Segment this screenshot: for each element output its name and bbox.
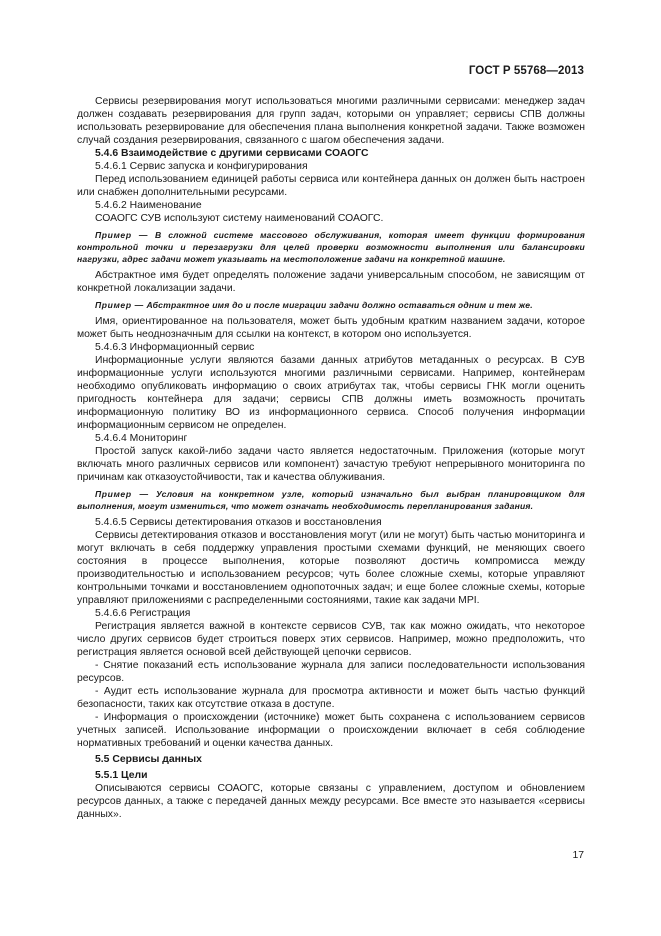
subsection-heading-5-4-6-6: 5.4.6.6 Регистрация — [95, 608, 191, 619]
subsection-heading-5-4-6-4: 5.4.6.4 Мониторинг — [95, 433, 188, 444]
paragraph: Регистрация является важной в контексте сервисов СУВ, так как можно ожидать, что некоторое число других сервисов будет строиться поверх этих сервисов. Например, можно предположить, что регистрация является основой всей действующей цепочки сервисов. — [77, 621, 585, 658]
paragraph: Имя, ориентированное на пользователя, может быть удобным кратким названием задачи, которое может быть неоднозначным для ссылки на контекст, в котором оно используется. — [77, 316, 585, 340]
example-label: Пример — — [95, 300, 144, 310]
subsection-heading-5-4-6-1: 5.4.6.1 Сервис запуска и конфигурирования — [95, 161, 308, 172]
list-item: - Снятие показаний есть использование журнала для записи последовательности использования ресурсов. — [77, 660, 585, 684]
example-text: Условия на конкретном узле, который изначально был выбран планировщиком для выполнения, могут измениться, что может означать необходимость перепланирования задания. — [77, 489, 585, 511]
section-heading-5-5: 5.5 Сервисы данных — [95, 754, 202, 765]
subsection-heading-5-4-6-5: 5.4.6.5 Сервисы детектирования отказов и восстановления — [95, 517, 382, 528]
paragraph: Абстрактное имя будет определять положение задачи универсальным способом, не зависящим от конкретной локализации задачи. — [77, 270, 585, 294]
paragraph: Сервисы резервирования могут использоваться многими различными сервисами: менеджер задач должен создавать резервирования для групп задач, которыми он управляет; сервисы СПВ должны использовать резервирование для обеспечения плана выполнения конкретной задачи. Также возможен случай создания резервирования, связанного с шагом обеспечения задачи. — [77, 96, 585, 146]
list-item: - Аудит есть использование журнала для просмотра активности и может быть частью функций безопасности, таких как отсутствие отказа в доступе. — [77, 686, 585, 710]
example-note — [77, 299, 585, 311]
page-body — [77, 95, 585, 821]
example-text: Абстрактное имя до и после миграции задачи должно оставаться одним и тем же. — [146, 300, 533, 310]
section-heading-5-4-6: 5.4.6 Взаимодействие с другими сервисами СОАОГС — [95, 148, 369, 159]
paragraph: Описываются сервисы СОАОГС, которые связаны с управлением, доступом и обновлением ресурсов данных, а также с передачей данных между ресурсами. Все вместе это называется «сервисы данных». — [77, 783, 585, 820]
example-note — [77, 229, 585, 265]
paragraph: Информационные услуги являются базами данных атрибутов метаданных о ресурсах. В СУВ информационные услуги используются многими различными сервисами. Например, контейнерам необходимо опубликовать информацию о своих атрибутах так, чтобы сервисы ГНК могли оценить пригодность контейнера для задачи; сервисы СПВ должны иметь возможность прочитать информационную политику ВО из информационного сервиса. Способ получения информации информационным сервисом не определен. — [77, 355, 585, 431]
subsection-heading-5-4-6-2: 5.4.6.2 Наименование — [95, 200, 202, 211]
example-label: Пример — — [95, 230, 149, 240]
subsection-heading-5-4-6-3: 5.4.6.3 Информационный сервис — [95, 342, 255, 353]
section-heading-5-5-1: 5.5.1 Цели — [95, 770, 148, 781]
example-note — [77, 488, 585, 512]
example-label: Пример — — [95, 489, 149, 499]
list-item: - Информация о происхождении (источнике) может быть сохранена с использованием сервисов учетных записей. Использование информации о происхождении включает в себя соблюдение нормативных требований и оценки качества данных. — [77, 712, 585, 749]
paragraph: Простой запуск какой-либо задачи часто является недостаточным. Приложения (которые могут включать много различных сервисов или компонент) зачастую требуют непрерывного мониторинга по причинам как отказоустойчивости, так и качества облуживания. — [77, 446, 585, 483]
paragraph: СОАОГС СУВ используют систему наименований СОАОГС. — [95, 213, 384, 224]
example-text: В сложной системе массового обслуживания, которая имеет функции формирования контрольной точки и перезагрузки для целей проверки возможности выполнения или балансировки нагрузки, адрес задачи может указывать на местоположение задачи на конкретной машине. — [77, 230, 585, 264]
paragraph: Перед использованием единицей работы сервиса или контейнера данных он должен быть настроен или снабжен дополнительными ресурсами. — [77, 174, 585, 198]
paragraph: Сервисы детектирования отказов и восстановления могут (или не могут) быть частью мониторинга и могут включать в себя поддержку управления простыми схемами функций, не меняющих своего состояния в процессе выполнения, которые позволяют достичь компромисса между производительностью и использованием ресурсов; чуть более сложные схемы, которые управляют контрольными точками и восстановлением однопоточных задач; и еще более сложные схемы, которые управляют приложениями с распределенными состояниями, такие как задачи MPI. — [77, 530, 585, 606]
page-number: 17 — [572, 850, 584, 861]
standard-designation: ГОСТ Р 55768—2013 — [468, 65, 584, 77]
